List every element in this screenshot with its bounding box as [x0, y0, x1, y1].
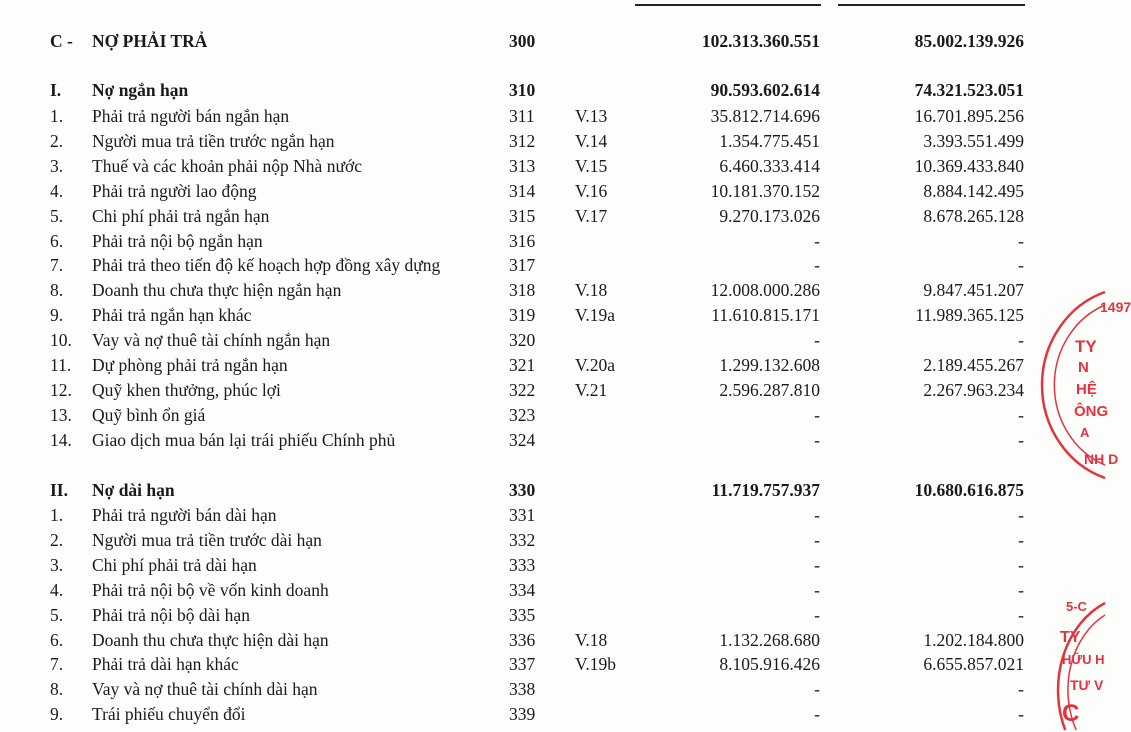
- row-code: 312: [509, 130, 536, 151]
- row-code: 321: [509, 355, 536, 375]
- table-row: [0, 229, 1105, 253]
- value-previous: 2.267.963.234: [923, 379, 1024, 400]
- row-label: Dự phòng phải trả ngắn hạn: [92, 355, 288, 375]
- value-current: 11.610.815.171: [711, 305, 820, 326]
- row-note: V.21: [575, 379, 608, 400]
- row-label: Phải trả ngắn hạn khác: [92, 305, 252, 326]
- row-number: I.: [50, 80, 62, 100]
- row-code: 318: [509, 280, 536, 301]
- value-previous: 16.701.895.256: [914, 106, 1024, 126]
- table-row: [0, 104, 1105, 128]
- row-label: Vay và nợ thuê tài chính dài hạn: [92, 679, 318, 700]
- section-header-row: [0, 29, 1105, 53]
- value-previous: -: [1018, 554, 1024, 575]
- value-current: 102.313.360.551: [701, 31, 820, 51]
- row-number: 2.: [50, 529, 64, 550]
- row-number: 9.: [50, 704, 64, 725]
- row-number: 6.: [50, 629, 64, 650]
- value-current: 9.270.173.026: [719, 205, 820, 226]
- row-label: Phải trả người bán dài hạn: [92, 505, 277, 525]
- value-previous: -: [1018, 604, 1024, 625]
- stamp-text: A: [1080, 425, 1090, 440]
- value-previous: 6.655.857.021: [923, 654, 1024, 675]
- row-label: Chi phí phải trả ngắn hạn: [92, 205, 270, 226]
- row-note: V.13: [575, 106, 608, 126]
- row-number: C -: [50, 31, 73, 51]
- row-number: 3.: [50, 155, 64, 176]
- stamp-text: TY: [1075, 337, 1097, 356]
- value-current: -: [814, 429, 820, 450]
- row-number: 5.: [50, 604, 64, 625]
- value-previous: 9.847.451.207: [923, 280, 1024, 301]
- row-number: 1.: [50, 106, 64, 126]
- row-code: 313: [509, 155, 536, 176]
- value-current: -: [814, 679, 820, 700]
- value-previous: 11.989.365.125: [915, 305, 1024, 326]
- table-row: [0, 603, 1105, 627]
- row-number: 1.: [50, 505, 64, 525]
- table-row: [0, 378, 1105, 402]
- row-label: Người mua trả tiền trước dài hạn: [92, 529, 322, 550]
- table-row: [0, 403, 1105, 427]
- stamp-text: 1497: [1100, 299, 1131, 315]
- row-code: 338: [509, 679, 536, 700]
- value-current: -: [814, 230, 820, 251]
- row-note: V.19a: [575, 305, 616, 326]
- table-row: [0, 652, 1105, 676]
- row-code: 320: [509, 330, 536, 351]
- value-current: 8.105.916.426: [719, 654, 820, 675]
- stamp-text: HỆ: [1076, 381, 1097, 398]
- table-row: [0, 278, 1105, 302]
- row-code: 337: [509, 654, 536, 675]
- table-row: [0, 129, 1105, 153]
- row-code: 324: [509, 429, 536, 450]
- value-previous: 74.321.523.051: [914, 80, 1024, 100]
- row-note: V.17: [575, 205, 608, 226]
- row-number: 7.: [50, 255, 64, 276]
- row-note: V.20a: [575, 355, 616, 375]
- table-row: [0, 328, 1105, 352]
- row-number: 8.: [50, 280, 64, 301]
- row-code: 315: [509, 205, 536, 226]
- row-code: 300: [509, 31, 536, 51]
- row-label: Phải trả người bán ngắn hạn: [92, 106, 290, 126]
- subsection-header-row: [0, 78, 1105, 102]
- value-previous: 10.680.616.875: [914, 480, 1024, 500]
- stamp-text: NH D: [1084, 451, 1119, 467]
- row-code: 333: [509, 554, 536, 575]
- value-previous: 85.002.139.926: [914, 31, 1024, 51]
- value-previous: -: [1018, 255, 1024, 276]
- row-label: Phải trả nội bộ về vốn kinh doanh: [92, 579, 329, 600]
- row-label: NỢ PHẢI TRẢ: [92, 31, 208, 51]
- row-label: Trái phiếu chuyển đổi: [92, 704, 246, 725]
- row-label: Doanh thu chưa thực hiện dài hạn: [92, 629, 329, 650]
- row-code: 335: [509, 604, 536, 625]
- value-previous: 2.189.455.267: [923, 355, 1024, 375]
- value-previous: -: [1018, 404, 1024, 425]
- total-underline-col2: [838, 4, 1025, 6]
- row-label: Doanh thu chưa thực hiện ngắn hạn: [92, 280, 342, 301]
- row-number: 11.: [50, 355, 72, 375]
- row-number: 14.: [50, 429, 72, 450]
- stamp-text: TƯ V: [1070, 677, 1104, 693]
- table-row: [0, 179, 1105, 203]
- table-row: [0, 425, 1105, 452]
- value-current: 10.181.370.152: [710, 180, 820, 201]
- value-previous: -: [1018, 579, 1024, 600]
- table-row: [0, 503, 1105, 527]
- table-row: [0, 628, 1105, 652]
- value-current: -: [814, 330, 820, 351]
- row-number: 7.: [50, 654, 64, 675]
- table-row: [0, 578, 1105, 602]
- value-current: 11.719.757.937: [711, 480, 820, 500]
- row-label: Thuế và các khoản phải nộp Nhà nước: [92, 155, 362, 176]
- value-current: 12.008.000.286: [710, 280, 820, 301]
- row-label: Quỹ bình ổn giá: [92, 404, 206, 425]
- value-current: -: [814, 579, 820, 600]
- row-code: 339: [509, 704, 536, 725]
- value-previous: 3.393.551.499: [923, 130, 1024, 151]
- value-previous: 8.678.265.128: [923, 205, 1024, 226]
- value-current: 90.593.602.614: [710, 80, 820, 100]
- row-code: 319: [509, 305, 536, 326]
- value-previous: 10.369.433.840: [914, 155, 1024, 176]
- company-stamp-top: [1040, 280, 1131, 490]
- row-label: Phải trả nội bộ ngắn hạn: [92, 230, 263, 251]
- row-label: Phải trả nội bộ dài hạn: [92, 604, 250, 625]
- row-code: 322: [509, 379, 536, 400]
- subsection-header-row: [0, 478, 1105, 502]
- row-number: 3.: [50, 554, 64, 575]
- total-underline-col1: [635, 4, 821, 6]
- stamp-text: HỮU H: [1062, 652, 1105, 667]
- row-label: Vay và nợ thuê tài chính ngắn hạn: [92, 330, 331, 351]
- row-code: 314: [509, 180, 536, 201]
- row-label: Người mua trả tiền trước ngắn hạn: [92, 130, 335, 151]
- row-label: Giao dịch mua bán lại trái phiếu Chính phủ: [92, 429, 396, 450]
- value-previous: -: [1018, 704, 1024, 725]
- row-code: 330: [509, 480, 536, 500]
- table-row: [0, 204, 1105, 228]
- value-current: -: [814, 554, 820, 575]
- row-code: 317: [509, 255, 536, 276]
- row-code: 334: [509, 579, 536, 600]
- row-number: 2.: [50, 130, 64, 151]
- row-label: Phải trả người lao động: [92, 180, 257, 201]
- value-current: 2.596.287.810: [719, 379, 820, 400]
- value-current: -: [814, 604, 820, 625]
- table-row: [0, 154, 1105, 178]
- row-number: 12.: [50, 379, 72, 400]
- value-current: -: [814, 404, 820, 425]
- row-number: 6.: [50, 230, 64, 251]
- table-row: [0, 353, 1105, 377]
- value-current: 35.812.714.696: [710, 106, 820, 126]
- row-number: 13.: [50, 404, 72, 425]
- row-note: V.16: [575, 180, 608, 201]
- value-current: 1.299.132.608: [719, 355, 820, 375]
- row-number: II.: [50, 480, 68, 500]
- stamp-text: 5-C: [1066, 599, 1087, 614]
- stamp-text: N: [1078, 359, 1089, 376]
- row-number: 10.: [50, 330, 72, 351]
- value-previous: -: [1018, 230, 1024, 251]
- row-note: V.18: [575, 280, 608, 301]
- table-row: [0, 702, 1105, 726]
- table-row: [0, 553, 1105, 577]
- row-number: 4.: [50, 579, 64, 600]
- value-current: -: [814, 704, 820, 725]
- value-previous: -: [1018, 529, 1024, 550]
- row-code: 310: [509, 80, 536, 100]
- value-previous: -: [1018, 330, 1024, 351]
- value-current: 1.132.268.680: [719, 629, 820, 650]
- row-note: V.19b: [575, 654, 617, 675]
- value-current: 1.354.775.451: [719, 130, 820, 151]
- value-current: -: [814, 255, 820, 276]
- value-current: -: [814, 505, 820, 525]
- row-label: Chi phí phải trả dài hạn: [92, 554, 257, 575]
- row-label: Nợ dài hạn: [92, 480, 175, 500]
- row-code: 331: [509, 505, 536, 525]
- row-label: Phải trả theo tiến độ kế hoạch hợp đồng xây dựng: [92, 255, 441, 276]
- row-number: 9.: [50, 305, 64, 326]
- stamp-text: C: [1062, 700, 1080, 727]
- company-stamp-bottom: [1056, 590, 1105, 732]
- row-label: Quỹ khen thưởng, phúc lợi: [92, 379, 281, 400]
- row-label: Phải trả dài hạn khác: [92, 654, 239, 675]
- value-previous: -: [1018, 505, 1024, 525]
- table-row: [0, 303, 1105, 327]
- value-previous: -: [1018, 429, 1024, 450]
- value-current: -: [814, 529, 820, 550]
- row-code: 336: [509, 629, 536, 650]
- row-number: 8.: [50, 679, 64, 700]
- row-note: V.14: [575, 130, 608, 151]
- value-previous: -: [1018, 679, 1024, 700]
- row-code: 332: [509, 529, 536, 550]
- row-code: 316: [509, 230, 536, 251]
- stamp-text: ÔNG: [1074, 403, 1109, 420]
- row-label: Nợ ngắn hạn: [92, 80, 189, 100]
- row-number: 5.: [50, 205, 64, 226]
- row-code: 323: [509, 404, 536, 425]
- table-row: [0, 677, 1105, 701]
- row-code: 311: [509, 106, 535, 126]
- value-previous: 8.884.142.495: [923, 180, 1024, 201]
- table-row: [0, 253, 1105, 277]
- row-note: V.18: [575, 629, 608, 650]
- table-row: [0, 528, 1105, 552]
- stamp-text: TY: [1060, 629, 1081, 646]
- row-number: 4.: [50, 180, 64, 201]
- value-previous: 1.202.184.800: [923, 629, 1024, 650]
- value-current: 6.460.333.414: [719, 155, 820, 176]
- row-note: V.15: [575, 155, 608, 176]
